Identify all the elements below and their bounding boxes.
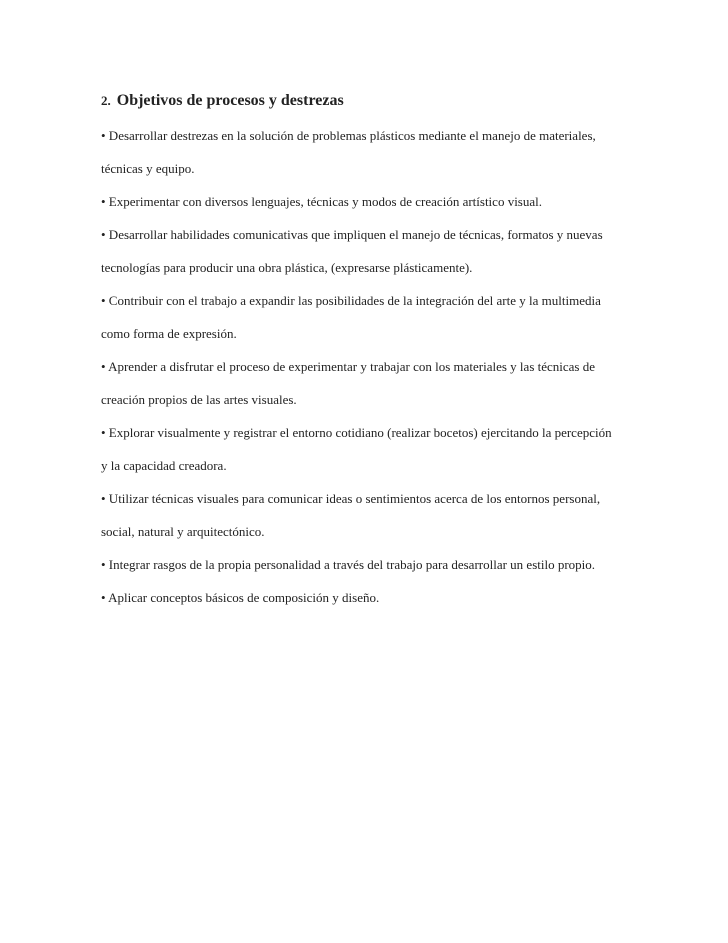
objective-item: • Desarrollar destrezas en la solución de problemas plásticos mediante el manejo de materiales, técnicas y equipo.	[101, 128, 596, 176]
section-title: Objetivos de procesos y destrezas	[116, 92, 344, 109]
section-heading	[101, 84, 621, 112]
objective-item: • Utilizar técnicas visuales para comunicar ideas o sentimientos acerca de los entornos personal, social, natural y arquitectónico.	[101, 491, 601, 539]
section-number: 2.	[101, 93, 111, 108]
objective-item: • Aplicar conceptos básicos de composición y diseño.	[101, 590, 380, 605]
objective-item: • Integrar rasgos de la propia personalidad a través del trabajo para desarrollar un estilo propio.	[101, 557, 596, 572]
objective-item: • Desarrollar habilidades comunicativas que impliquen el manejo de técnicas, formatos y nuevas tecnologías para producir una obra plástica, (expresarse plásticamente).	[101, 227, 603, 275]
objective-item: • Aprender a disfrutar el proceso de experimentar y trabajar con los materiales y las técnicas de creación propios de las artes visuales.	[101, 359, 596, 407]
objective-item: • Contribuir con el trabajo a expandir las posibilidades de la integración del arte y la multimedia como forma de expresión.	[101, 293, 601, 341]
objective-item: • Experimentar con diversos lenguajes, técnicas y modos de creación artístico visual.	[101, 194, 542, 209]
document-page	[101, 84, 621, 614]
objectives-list	[101, 119, 621, 614]
objective-item: • Explorar visualmente y registrar el entorno cotidiano (realizar bocetos) ejercitando la percepción y la capacidad creadora.	[101, 425, 612, 473]
